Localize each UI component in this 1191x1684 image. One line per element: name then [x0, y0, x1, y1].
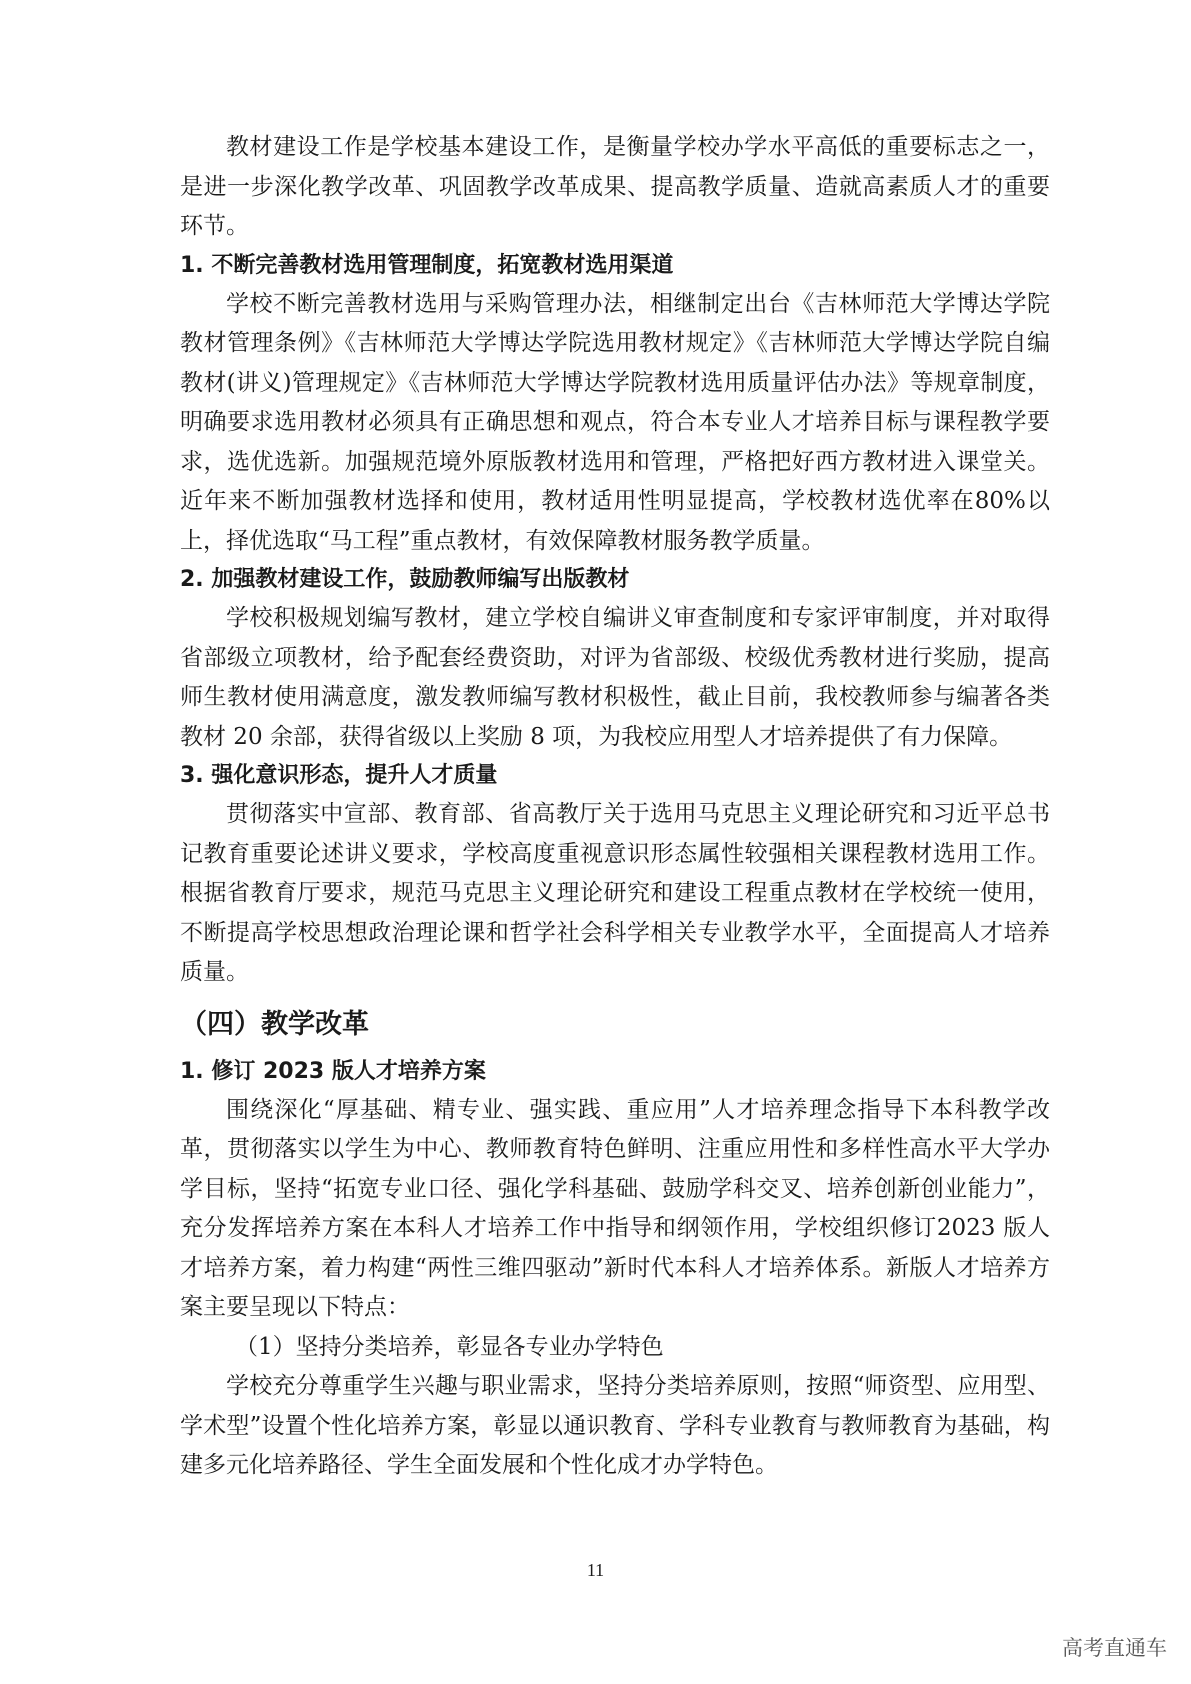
section-3-heading: 3. 强化意识形态，提升人才质量: [180, 763, 498, 788]
intro-paragraph: 教材建设工作是学校基本建设工作，是衡量学校办学水平高低的重要标志之一，是进一步深化教学改革、巩固教学改革成果、提高教学质量、造就高素质人才的重要环节。: [180, 134, 1050, 239]
section-4-point1-heading: （1）坚持分类培养，彰显各专业办学特色: [235, 1333, 664, 1360]
watermark-text: 高考直通车: [1062, 1636, 1167, 1660]
section-3-body: 贯彻落实中宣部、教育部、省高教厅关于选用马克思主义理论研究和习近平总书记教育重要论述讲义要求，学校高度重视意识形态属性较强相关课程教材选用工作。根据省教育厅要求，规范马克思主义理论研究和建设工程重点教材在学校统一使用，不断提高学校思想政治理论课和哲学社会科学相关专业教学水平，全面提高人才培养质量。: [180, 801, 1050, 985]
section-1-body: 学校不断完善教材选用与采购管理办法，相继制定出台《吉林师范大学博达学院教材管理条例》《吉林师范大学博达学院选用教材规定》《吉林师范大学博达学院自编教材(讲义)管理规定》《吉林师范大学博达学院教材选用质量评估办法》等规章制度，明确要求选用教材必须具有正确思想和观点，符合本专业人才培养目标与课程教学要求，选优选新。加强规范境外原版教材选用和管理，严格把好西方教材进入课堂关。近年来不断加强教材选择和使用，教材适用性明显提高，学校教材选优率在80%以上，择优选取“马工程”重点教材，有效保障教材服务教学质量。: [180, 290, 1050, 554]
section-4-sub1-heading: 1. 修订 2023 版人才培养方案: [180, 1058, 486, 1084]
section-1-heading: 1. 不断完善教材选用管理制度，拓宽教材选用渠道: [180, 252, 674, 278]
section-2-heading: 2. 加强教材建设工作，鼓励教师编写出版教材: [180, 567, 630, 592]
page-number: 11: [586, 1560, 605, 1580]
section-4-point1-body: 学校充分尊重学生兴趣与职业需求，坚持分类培养原则，按照“师资型、应用型、学术型”设置个性化培养方案，彰显以通识教育、学科专业教育与教师教育为基础，构建多元化培养路径、学生全面发展和个性化成才办学特色。: [180, 1373, 1050, 1478]
section-4-title: （四）教学改革: [180, 1008, 369, 1040]
section-4-sub1-body: 围绕深化“厚基础、精专业、强实践、重应用”人才培养理念指导下本科教学改革，贯彻落实以学生为中心、教师教育特色鲜明、注重应用性和多样性高水平大学办学目标，坚持“拓宽专业口径、强化学科基础、鼓励学科交叉、培养创新创业能力”，充分发挥培养方案在本科人才培养工作中指导和纲领作用，学校组织修订2023 版人才培养方案，着力构建“两性三维四驱动”新时代本科人才培养体系。新版人才培养方案主要呈现以下特点：: [180, 1096, 1050, 1320]
section-2-body: 学校积极规划编写教材，建立学校自编讲义审查制度和专家评审制度，并对取得省部级立项教材，给予配套经费资助，对评为省部级、校级优秀教材进行奖励，提高师生教材使用满意度，激发教师编写教材积极性，截止目前，我校教师参与编著各类教材 20 余部，获得省级以上奖励 8 项，为我校应用型人才培养提供了有力保障。: [180, 605, 1050, 750]
page-content: [180, 128, 1050, 1486]
